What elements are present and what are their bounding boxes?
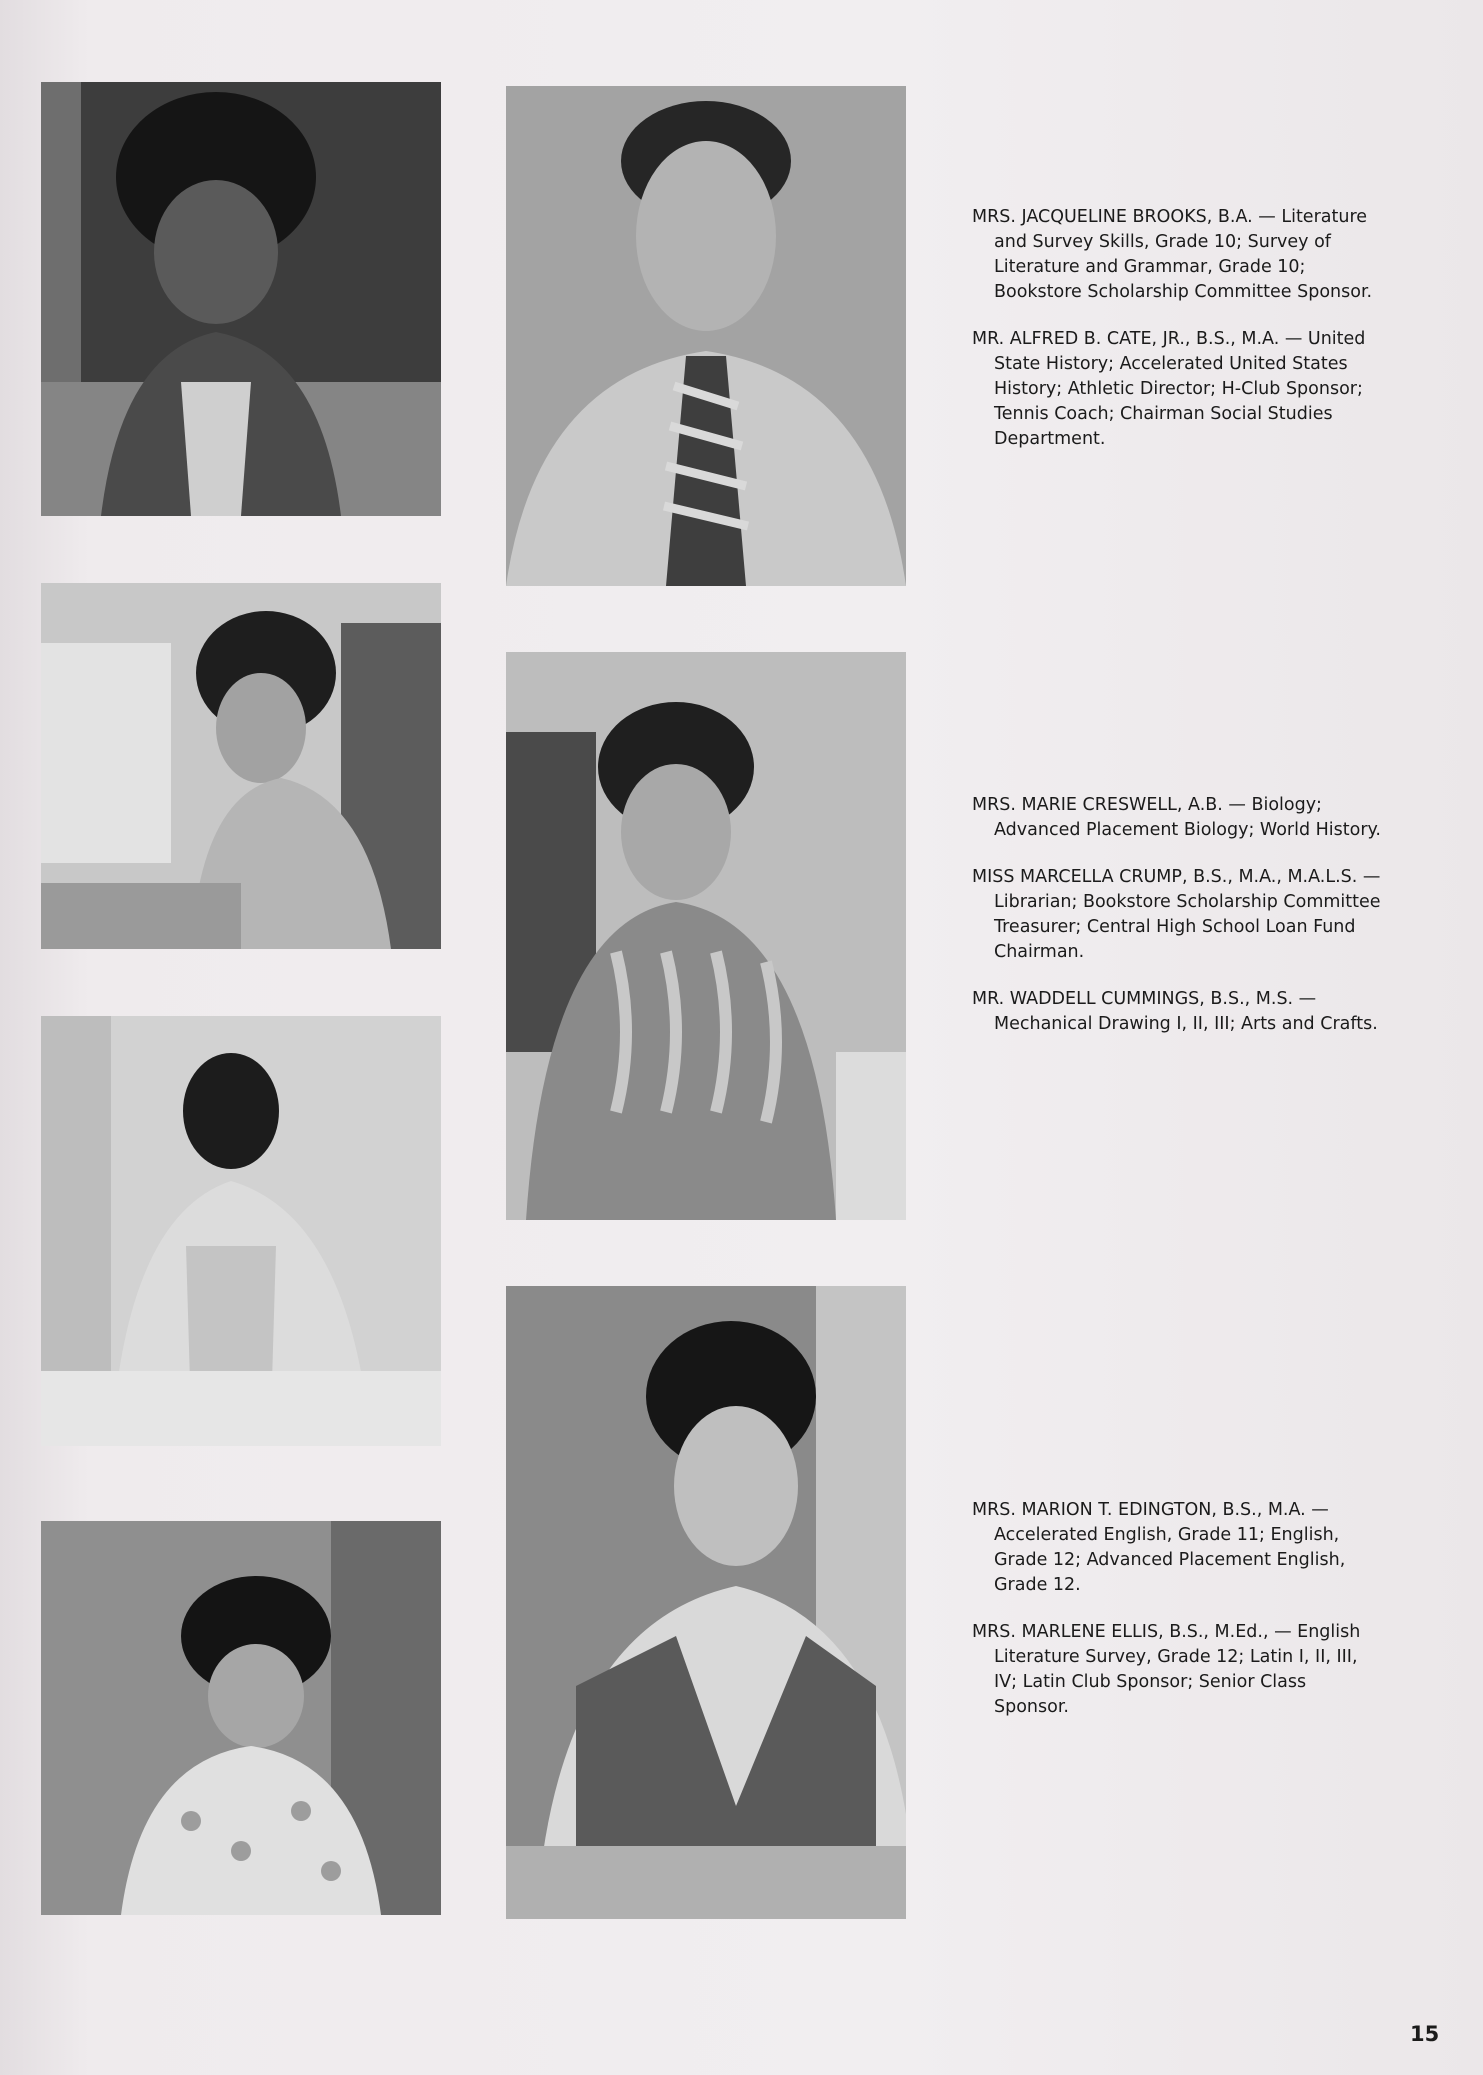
bio-alfred-cate: MR. ALFRED B. CATE, JR., B.S., M.A. — United State History; Accelerated United States History; Athletic Director; H-Club Sponsor; Tennis Coach; Chairman Social Studies Department. (972, 329, 1366, 449)
bio-group-2 (972, 793, 1382, 1059)
bio-waddell-cummings: MR. WADDELL CUMMINGS, B.S., M.S. — Mechanical Drawing I, II, III; Arts and Crafts. (972, 989, 1378, 1034)
photo-marie-creswell (41, 583, 441, 949)
bio-group-1 (972, 205, 1382, 474)
page-number: 15 (1410, 2022, 1440, 2046)
bio-jacqueline-brooks: MRS. JACQUELINE BROOKS, B.A. — Literature and Survey Skills, Grade 10; Survey of Literature and Grammar, Grade 10; Bookstore Scholarship Committee Sponsor. (972, 207, 1373, 302)
photo-alfred-cate (506, 86, 906, 586)
photo-marcella-crump (506, 652, 906, 1220)
photo-waddell-cummings (41, 1016, 441, 1446)
photo-marion-edington (506, 1286, 906, 1919)
bio-marion-edington: MRS. MARION T. EDINGTON, B.S., M.A. — Accelerated English, Grade 11; English, Grade 12; Advanced Placement English, Grade 12. (972, 1500, 1346, 1595)
bio-group-3 (972, 1498, 1382, 1742)
photo-jacqueline-brooks (41, 82, 441, 516)
bio-marcella-crump: MISS MARCELLA CRUMP, B.S., M.A., M.A.L.S. — Librarian; Bookstore Scholarship Committee Treasurer; Central High School Loan Fund Chairman. (972, 867, 1381, 962)
photo-marlene-ellis (41, 1521, 441, 1915)
bio-marie-creswell: MRS. MARIE CRESWELL, A.B. — Biology; Advanced Placement Biology; World History. (972, 795, 1381, 840)
bio-marlene-ellis: MRS. MARLENE ELLIS, B.S., M.Ed., — English Literature Survey, Grade 12; Latin I, II, III, IV; Latin Club Sponsor; Senior Class Sponsor. (972, 1622, 1361, 1717)
